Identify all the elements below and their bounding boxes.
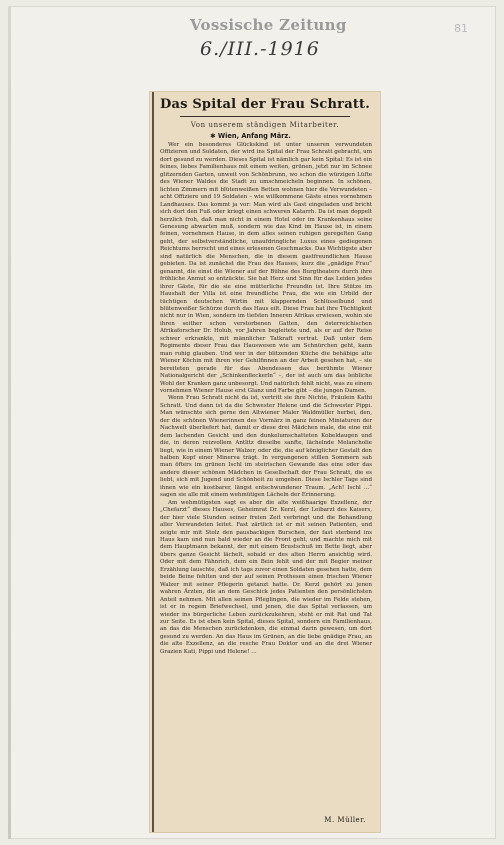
handwritten-date: 6./III.-1916 — [200, 38, 320, 60]
clipping-column-rule — [152, 92, 154, 832]
article-paragraph-3: Am wehmütigsten sagt es aber die alte weißhaarige Exzellenz, der „Chefarzt“ dieses Hauses, Geheimrat Dr. Kerzl, der Leibarzt des Kaisers, der hier viele Stunden seiner freien Zeit verbringt und die Behandlung aller Verwundeten leitet. Fast zärtlich ist er mit seinen Patienten, und zeigte mir mit Stolz den pausbackigen Burschen, der fast sterbend ins Haus kam und nun bald wieder an die Front geht, und machte mich mit dem Hauptmann bekannt, der mit einem Brustschuß im Bette liegt, aber übers ganze Gesicht lächelt, sobald er des alten Herrn ansichtig wird. Oder mit dem Fähnrich, dem ein Bein fehlt und der mit Begier meiner Erzählung lauschte, daß ich tags zuvor einen Soldaten gesehen hatte, dem beide Beine fehlten und der auf seinen Prothesen einen frischen Wiener Walzer mit seiner Pflegerin getanzt hatte. Dr. Kerzl gehört zu jenen wahren Ärzten, die an dem Geschick jedes Patienten den persönlichsten Anteil nehmen. Mit allen seinen Pfleglingen, die wieder im Felde stehen, ist er in regem Briefwechsel, und jenen, die das Spital verlassen, um wieder ins bürgerliche Leben zurückzukehren, steht er mit Rat und Tat zur Seite. Es ist eben kein Spital, dieses Spital, sondern ein Familienhaus, an das die Menschen zurückdenken, die einmal darin gewesen, um dort gesund zu werden. An das Haus im Grünen, an die liebe gnädige Frau, an die alte Exzellenz, an die resche Frau Doktor und an die drei Wiener Grazien Kati, Pippi und Helene! ... — [160, 499, 372, 655]
article-title: Das Spital der Frau Schratt. — [159, 97, 370, 112]
dateline-text: Wien, Anfang März. — [217, 132, 291, 140]
dateline-star-icon: ✱ — [210, 132, 218, 140]
page-number: 81 — [454, 22, 468, 35]
article-body — [160, 142, 372, 656]
article-paragraph-2: Wenn Frau Schratt nicht da ist, vertritt sie ihre Nichte, Fräulein Kathi Schratt. Und dann ist da die Schwester Helene und die Schwester Pippi. Man wünschte sich gerne den Altwiener Maler Waldmüller herbei, den, der die schönen Wienerinnen des Vormärz in ganz feinen Miniaturen der Nachwelt überliefert hat, damit er diese drei Mädchen male, die eine mit dem lachenden Gesicht und den dunkelumschatteten Kobeldaugen und die, in deren reizvollem Antlitz dieselbe sanfte, lächelnde Melancholie liegt, wie in einem Wiener Walzer, oder die, die auf königlicher Gestalt den halben Kopf einer Minerva trägt. In vergangenen stillen Sommern sah man öfters im grünen Ischl im steirischen Gewande das eine oder das andere dieser schönen Mädchen in Gesellschaft der Frau Schratt, die es liebt, sich mit Jugend und Schönheit zu umgeben. Diese Ischler Tage sind ihnen wie ein kostbarer, längst entschwundener Traum. „Ach! Ischl ...“ sagen sie alle mit einem wehmütigen Lächeln der Erinnerung. — [160, 395, 372, 499]
article-subtitle: Von unserem ständigen Mitarbeiter. — [190, 121, 340, 129]
newspaper-clipping — [150, 92, 380, 832]
article-author: M. Müller. — [324, 816, 366, 824]
title-rule — [180, 116, 350, 117]
sheet-edge — [8, 6, 11, 839]
article-paragraph-1: Wer ein besonderes Glückskind ist unter unseren verwundeten Offizieren und Soldaten, der wird ins Spital der Frau Schratt gebracht, um dort gesund zu werden. Dieses Spital ist nämlich gar kein Spital: Es ist ein feines, liebes Familienhaus mit einem weiten, grünen, jetzt nur im Schnee glitzernden Garten, unweit von Schönbrunn, wo schon die würzigen Lüfte des Wiener Waldes die Stadt zu umschmeicheln beginnen. In schönen, lichten Zimmern mit blütenweißen Betten wohnen hier die Verwundeten – acht Offiziere und 19 Soldaten – wie willkommene Gäste eines vornehmen Landhauses. Das kommt ja vor: Man wird als Gast eingeladen und bricht sich dort den Fuß oder kriegt einen schweren Katarrh. Da ist man doppelt herzlich froh, daß man nicht in einem Hotel oder im Krankenhaus seine Genesung abwarten muß, sondern wie das Kind im Hause ist, in einem feinen, vornehmen Hause, in dem alles seinen ruhigen geregelten Gang geht, der selbstverständliche, unaufdringliche Luxus eines gediegenen Reichtums herrscht und eines erlesenen Geschmacks. Das Wichtigste aber sind natürlich die Menschen, die in diesem gastfreundlichen Hause gebieten. Da ist zunächst die Frau des Hauses, kurz die „gnädige Frau“ genannt, die einst die Wiener auf der Bühne des Burgtheaters durch ihre fröhliche Anmut so entzückte. Sie hat Herz und Sinn für das Leiden jedes ihrer Gäste, für die sie eine mütterliche Freundin ist. Ihre Stütze im Haushalt der Villa ist eine freundliche Frau, die wie ein Urbild der tüchtigen deutschen Wirtin mit klappernden Schlüsselbund und blütenweißer Schürze durch das Haus eilt. Diese Frau hat ihre Tüchtigkeit nicht nur in Wien, sondern im tiefsten Inneren Afrikas erwiesen, wohin sie ihren seither schon verstorbenen Gatten, den österreichischen Afrikaforscher Dr. Holub, vor Jahren begleitete und, als er auf der Reise schwer erkrankte, mit männlicher Tatkraft vertrat. Daß unter dem Regimente dieser Frau das Hauswesen wie am Schnürchen geht, kann man ruhig glauben. Und wer in der blitzenden Küche die behäbige alte Wiener Köchin mit ihren vier Gehilfinnen an der Arbeit gesehen hat, – sie bereiteten gerade für das Abendessen das berühmte Wiener Nationalgericht der „Schinkenfleckerln“ –, der ist auch um das leibliche Wohl der Kranken ganz unbesorgt. Und natürlich fehlt nicht, was zu einem vornehmen Wiener Hause erst Glanz und Farbe gibt – die jungen Damen. — [160, 142, 372, 394]
newspaper-stamp: Vossische Zeitung — [190, 16, 347, 34]
article-dateline — [210, 132, 291, 140]
